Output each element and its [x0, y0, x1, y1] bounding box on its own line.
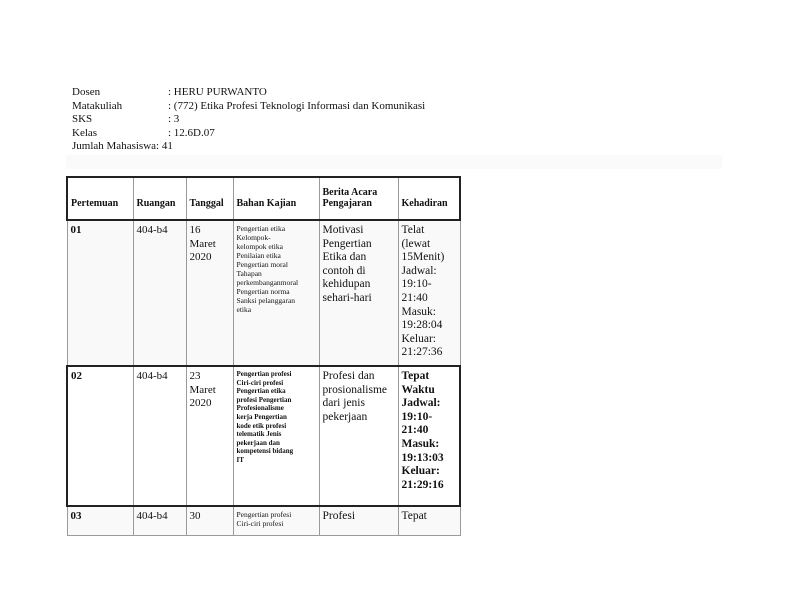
col-header-ruangan: Ruangan — [133, 177, 186, 220]
pertemuan-cell: 03 — [67, 506, 133, 536]
cell-line: sehari-hari — [322, 291, 372, 304]
cell-line: 15Menit) — [401, 251, 445, 264]
cell-line: Telat — [401, 224, 425, 236]
kelas-row — [72, 127, 425, 141]
cell-line: etika — [236, 305, 252, 314]
cell-line: Maret — [189, 383, 216, 396]
tanggal-cell — [186, 506, 233, 536]
cell-line: IT — [236, 455, 244, 464]
cell-line: Keluar: — [401, 332, 436, 345]
attendance-table — [66, 176, 461, 536]
cell-line: 21:27:36 — [401, 346, 443, 359]
cell-line: telematik Jenis — [236, 430, 282, 439]
dosen-value: : HERU PURWANTO — [168, 86, 267, 98]
sks-label: SKS — [72, 113, 93, 125]
cell-line: Pengertian profesi — [236, 510, 292, 519]
bahan-kajian-cell — [233, 506, 319, 536]
jumlah-label: Jumlah Mahasiswa — [72, 140, 157, 152]
cell-line: Waktu — [401, 383, 435, 396]
berita-acara-cell — [319, 506, 398, 536]
cell-line: Maret — [189, 237, 216, 250]
cell-line: prosionalisme — [322, 383, 388, 396]
table-header-row — [67, 177, 460, 220]
cell-line: Profesionalisme — [236, 404, 284, 413]
jumlah-row — [72, 140, 425, 154]
cell-line: perkembanganmoral — [236, 278, 299, 287]
table-row — [67, 506, 460, 536]
tanggal-cell — [186, 220, 233, 366]
cell-line: 30 — [189, 510, 201, 522]
divider-band — [66, 155, 722, 169]
cell-line: 2020 — [189, 251, 212, 263]
cell-line: Pengertian etika — [236, 387, 286, 396]
berita-acara-cell — [319, 220, 398, 366]
cell-line: Tepat — [401, 510, 427, 522]
berita-acara-cell — [319, 366, 398, 506]
cell-line: 2020 — [189, 397, 212, 409]
cell-line: Pengertian — [322, 237, 372, 250]
bahan-kajian-cell — [233, 220, 319, 366]
cell-line: Tepat — [401, 370, 430, 382]
cell-line: 23 — [189, 370, 201, 382]
cell-line: Jadwal: — [401, 397, 441, 410]
table-row — [67, 220, 460, 366]
pertemuan-cell: 02 — [67, 366, 133, 506]
cell-line: Profesi — [322, 510, 356, 522]
cell-line: Sanksi pelanggaran — [236, 296, 296, 305]
col-header-berita-acara: Berita Acara Pengajaran — [319, 177, 398, 220]
kehadiran-cell — [398, 506, 460, 536]
dosen-row — [72, 86, 425, 100]
matakuliah-label: Matakuliah — [72, 99, 123, 112]
matakuliah-value: : (772) Etika Profesi Teknologi Informasi dan Komunikasi — [168, 99, 426, 112]
kehadiran-cell — [398, 220, 460, 366]
kehadiran-cell — [398, 366, 460, 506]
cell-line: Kelompok- — [236, 233, 271, 242]
cell-line: Ciri-ciri profesi — [236, 519, 284, 528]
cell-line: pekerjaan dan — [236, 438, 280, 447]
ruangan-cell: 404-b4 — [133, 506, 186, 536]
cell-line: Profesi dan — [322, 370, 375, 382]
course-header — [72, 86, 425, 154]
cell-line: Keluar: — [401, 465, 440, 478]
cell-line: Pengertian moral — [236, 260, 288, 269]
cell-line: Ciri-ciri profesi — [236, 378, 284, 387]
ruangan-cell: 404-b4 — [133, 366, 186, 506]
cell-line: kerja Pengertian — [236, 412, 287, 421]
cell-line: Masuk: — [401, 305, 436, 318]
cell-line: contoh di — [322, 264, 366, 277]
matakuliah-row — [72, 100, 425, 114]
col-header-tanggal: Tanggal — [186, 177, 233, 220]
kelas-value: : 12.6D.07 — [168, 126, 215, 139]
table-row — [67, 366, 460, 506]
col-header-pertemuan: Pertemuan — [67, 177, 133, 220]
cell-line: 21:40 — [401, 291, 428, 304]
cell-line: pekerjaan — [322, 410, 368, 423]
cell-line: 21:29:16 — [401, 478, 444, 491]
sks-value: : 3 — [168, 113, 180, 125]
cell-line: 19:28:04 — [401, 319, 443, 332]
cell-line: Pengertian etika — [236, 224, 286, 233]
cell-line: Pengertian norma — [236, 287, 290, 296]
cell-line: 21:40 — [401, 424, 429, 437]
cell-line: kompetensi bidang — [236, 447, 294, 456]
cell-line: Penilaian etika — [236, 251, 281, 260]
cell-line: 19:10- — [401, 278, 432, 291]
ruangan-cell: 404-b4 — [133, 220, 186, 366]
cell-line: Pengertian profesi — [236, 370, 292, 378]
cell-line: 19:13:03 — [401, 451, 444, 464]
cell-line: Etika dan — [322, 251, 367, 264]
bahan-kajian-cell — [233, 366, 319, 506]
tanggal-cell — [186, 366, 233, 506]
cell-line: dari jenis — [322, 397, 365, 410]
cell-line: kode etik profesi — [236, 421, 287, 430]
cell-line: 16 — [189, 224, 201, 236]
cell-line: Masuk: — [401, 437, 440, 450]
cell-line: kehidupan — [322, 278, 371, 291]
cell-line: Motivasi — [322, 224, 364, 236]
col-header-bahan-kajian: Bahan Kajian — [233, 177, 319, 220]
dosen-label: Dosen — [72, 86, 101, 98]
cell-line: Tahapan — [236, 269, 262, 278]
cell-line: (lewat — [401, 237, 431, 250]
jumlah-value: : 41 — [156, 140, 173, 152]
col-header-kehadiran: Kehadiran — [398, 177, 460, 220]
cell-line: kelompok etika — [236, 242, 283, 251]
cell-line: 19:10- — [401, 410, 433, 423]
sks-row — [72, 113, 425, 127]
cell-line: Jadwal: — [401, 264, 437, 277]
kelas-label: Kelas — [72, 126, 98, 139]
cell-line: profesi Pengertian — [236, 395, 292, 404]
pertemuan-cell: 01 — [67, 220, 133, 366]
